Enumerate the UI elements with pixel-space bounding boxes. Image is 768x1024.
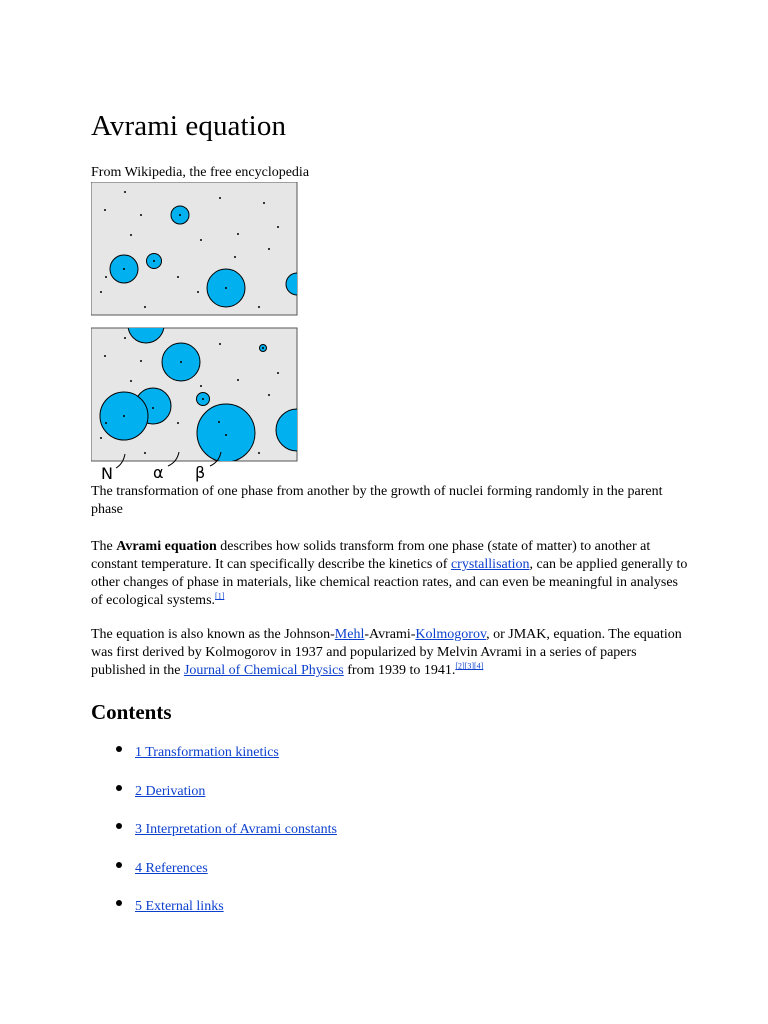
phase-transformation-figure xyxy=(91,182,301,487)
figure-label-n: N xyxy=(101,464,113,482)
intro-paragraph-1: The Avrami equation describes how solids transform from one phase (state of matter) to another at constant temperature. It can specifically describe the kinetics of crystallisation, can be applied generally to other changes of phase in materials, like chemical reaction rates, and can even be meaningful in analyses of ecological systems.[1] xyxy=(91,539,688,608)
bullet-icon xyxy=(116,746,122,752)
bullet-icon xyxy=(116,862,122,868)
bullet-icon xyxy=(116,900,122,906)
bold-term: Avrami equation xyxy=(116,539,217,554)
reference-links-2-4[interactable]: [2][3][4] xyxy=(455,661,484,671)
figure-label-alpha: α xyxy=(153,463,164,482)
kolmogorov-link[interactable]: Kolmogorov xyxy=(415,627,487,642)
early-stage-panel xyxy=(91,182,301,315)
toc-link-transformation-kinetics[interactable]: 1 Transformation kinetics xyxy=(135,745,279,760)
intro-paragraph-2: The equation is also known as the Johnson-Mehl-Avrami-Kolmogorov, or JMAK, equation. The equation was first derived by Kolmogorov in 1937 and popularized by Melvin Avrami in a series of papers published in the Journal of Chemical Physics from 1939 to 1941.[2][3][4] xyxy=(91,627,682,678)
reference-link-1[interactable]: [1] xyxy=(215,591,225,601)
contents-heading: Contents xyxy=(91,700,172,724)
bullet-icon xyxy=(116,785,122,791)
figure-caption: The transformation of one phase from another by the growth of nuclei forming randomly in the parent phase xyxy=(91,484,663,517)
crystallisation-link[interactable]: crystallisation xyxy=(450,557,530,572)
mehl-link[interactable]: Mehl xyxy=(334,627,365,642)
phase-transformation-illustration xyxy=(91,182,301,482)
toc-link-external-links[interactable]: 5 External links xyxy=(135,899,224,914)
figure-label-beta: β xyxy=(195,463,206,482)
page-title: Avrami equation xyxy=(91,110,287,142)
late-stage-panel xyxy=(91,307,301,462)
toc-link-derivation[interactable]: 2 Derivation xyxy=(135,783,206,799)
toc-link-references[interactable]: 4 References xyxy=(135,860,208,876)
journal-link[interactable]: Journal of Chemical Physics xyxy=(183,663,344,678)
toc-link-interpretation[interactable]: 3 Interpretation of Avrami constants xyxy=(135,822,337,837)
page-subtitle: From Wikipedia, the free encyclopedia xyxy=(91,165,310,180)
bullet-icon xyxy=(116,823,122,829)
